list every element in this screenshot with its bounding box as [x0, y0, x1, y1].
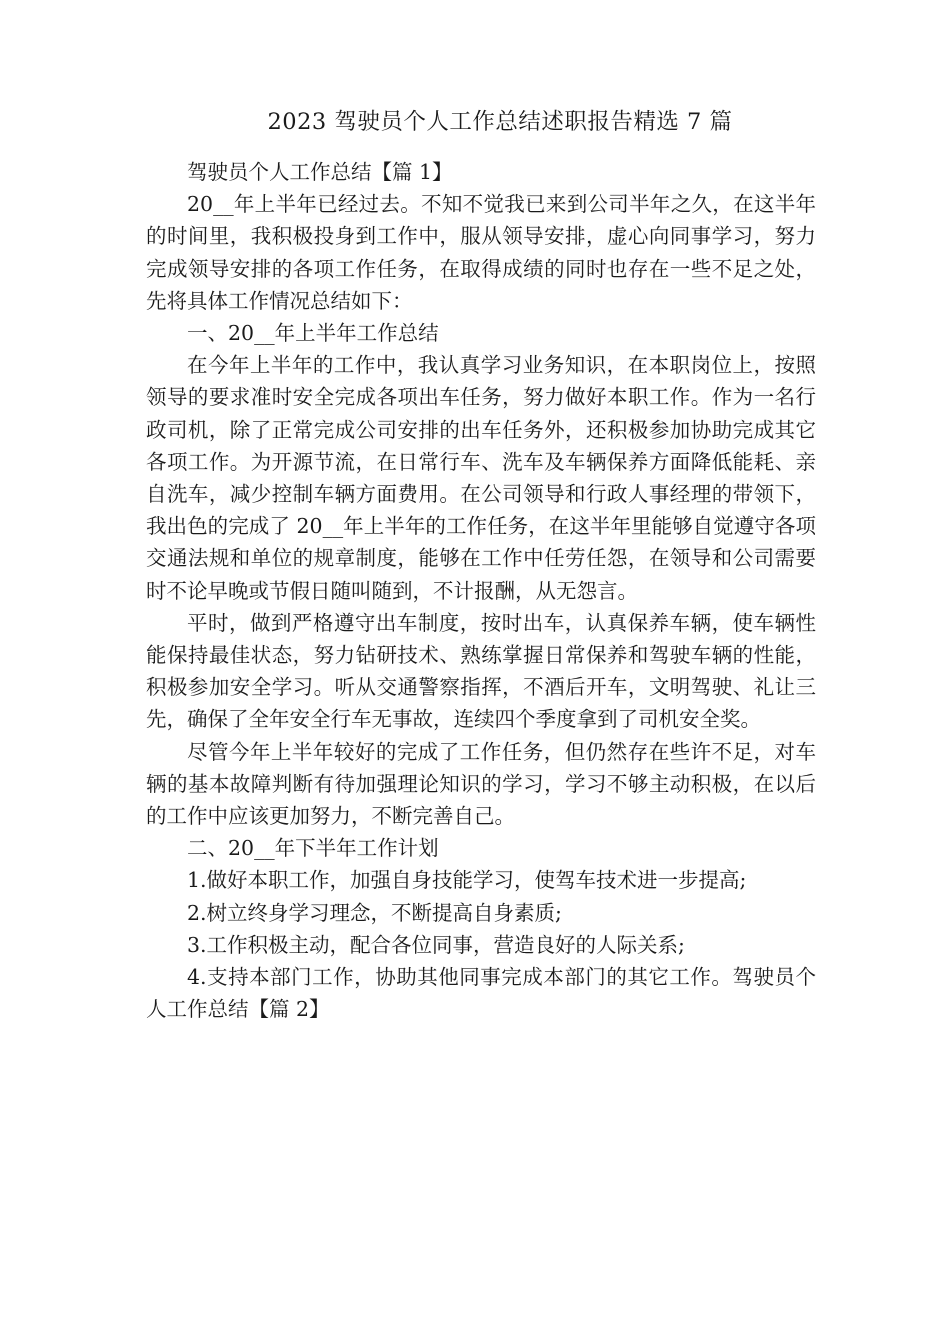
document-body	[146, 156, 816, 1025]
body-paragraph-safety: 平时，做到严格遵守出车制度，按时出车，认真保养车辆，使车辆性能保持最佳状态，努力钻研技术、熟练掌握日常保养和驾驶车辆的性能，积极参加安全学习。听从交通警察指挥，不酒后开车，文明驾驶、礼让三先，确保了全年安全行车无事故，连续四个季度拿到了司机安全奖。	[146, 610, 816, 732]
plan-item-1: 1.做好本职工作，加强自身技能学习，使驾车技术进一步提高;	[187, 868, 747, 893]
document-title: 2023 驾驶员个人工作总结述职报告精选 7 篇	[267, 109, 733, 135]
plan-item-3: 3.工作积极主动，配合各位同事，营造良好的人际关系;	[187, 932, 685, 957]
section-heading-second-half-plan: 二、20__年下半年工作计划	[187, 836, 439, 861]
section-heading-first-half-summary: 一、20__年上半年工作总结	[187, 321, 439, 346]
section-heading-part-1: 驾驶员个人工作总结【篇 1】	[187, 160, 453, 184]
body-paragraph-work-summary: 在今年上半年的工作中，我认真学习业务知识，在本职岗位上，按照领导的要求准时安全完成各项出车任务，努力做好本职工作。作为一名行政司机，除了正常完成公司安排的出车任务外，还积极参加协助完成其它各项工作。为开源节流，在日常行车、洗车及车辆保养方面降低能耗、亲自洗车，减少控制车辆方面费用。在公司领导和行政人事经理的带领下，我出色的完成了 20__年上半年的工作任务，在这半年里能够自觉遵守各项交通法规和单位的规章制度，能够在工作中任劳任怨，在领导和公司需要时不论早晚或节假日随叫随到，不计报酬，从无怨言。	[146, 353, 816, 603]
intro-paragraph: 20__年上半年已经过去。不知不觉我已来到公司半年之久，在这半年的时间里，我积极投身到工作中，服从领导安排，虚心向同事学习，努力完成领导安排的各项工作任务，在取得成绩的同时也存在一些不足之处，先将具体工作情况总结如下：	[146, 192, 816, 313]
plan-item-2: 2.树立终身学习理念，不断提高自身素质;	[187, 900, 562, 925]
plan-item-4: 4.支持本部门工作，协助其他同事完成本部门的其它工作。驾驶员个人工作总结【篇 2】	[146, 965, 816, 1022]
body-paragraph-shortcomings: 尽管今年上半年较好的完成了工作任务，但仍然存在些许不足，对车辆的基本故障判断有待加强理论知识的学习，学习不够主动积极，在以后的工作中应该更加努力，不断完善自己。	[146, 739, 816, 829]
